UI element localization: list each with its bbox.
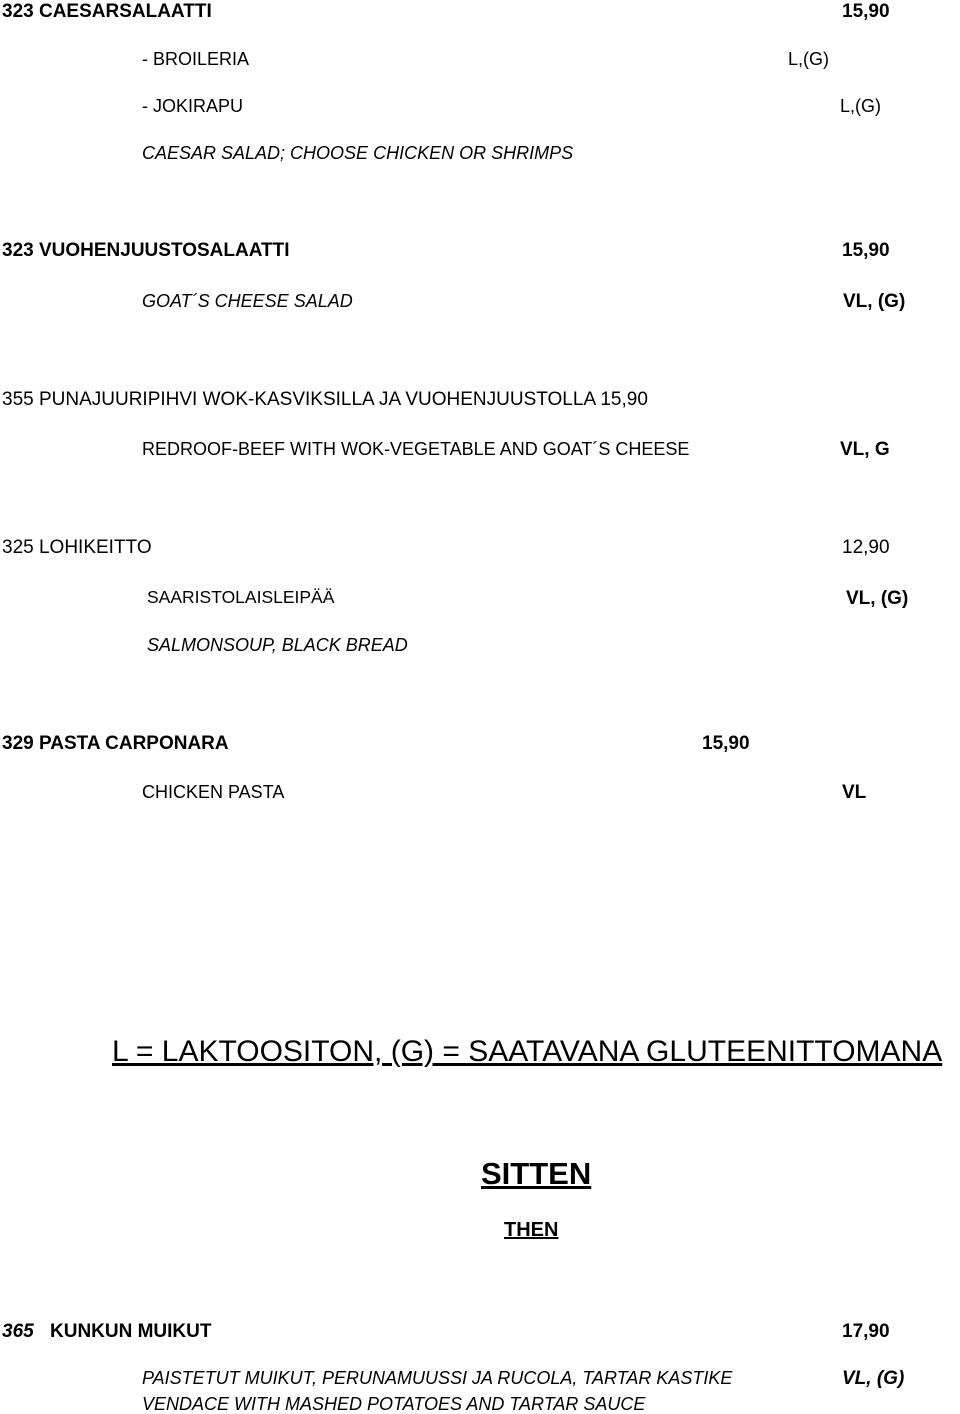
item-diet: VL, (G) [846, 588, 909, 609]
item-english: VENDACE WITH MASHED POTATOES AND TARTAR SAUCE [142, 1394, 646, 1414]
item-english: SALMONSOUP, BLACK BREAD [147, 635, 408, 655]
section-title: SITTEN [481, 1156, 592, 1191]
item-diet: VL, (G) [843, 291, 906, 312]
item-price: 17,90 [842, 1321, 890, 1342]
item-finnish: PAISTETUT MUIKUT, PERUNAMUUSSI JA RUCOLA, TARTAR KASTIKE [142, 1368, 733, 1388]
item-number: 365 [2, 1321, 34, 1342]
item-english: REDROOF-BEEF WITH WOK-VEGETABLE AND GOAT´S CHEESE [142, 439, 690, 459]
item-title: 355 PUNAJUURIPIHVI WOK-KASVIKSILLA JA VUOHENJUUSTOLLA 15,90 [2, 389, 648, 410]
item-option: - BROILERIA [142, 49, 250, 69]
item-price: 12,90 [842, 537, 890, 558]
diet-legend: L = LAKTOOSITON, (G) = SAATAVANA GLUTEENITTOMANA [112, 1035, 943, 1068]
item-diet: L,(G) [840, 96, 882, 116]
section-subtitle: THEN [504, 1219, 559, 1241]
item-option: SAARISTOLAISLEIPÄÄ [147, 587, 335, 607]
item-option: - JOKIRAPU [142, 96, 244, 116]
item-diet: VL, G [840, 439, 890, 460]
item-title: 323 CAESARSALAATTI [2, 1, 212, 22]
item-price: 15,90 [842, 240, 890, 261]
item-title: 325 LOHIKEITTO [2, 537, 152, 558]
item-price: 15,90 [842, 1, 890, 22]
item-diet: VL, (G) [842, 1368, 905, 1389]
item-title: 329 PASTA CARPONARA [2, 733, 229, 754]
item-diet: L,(G) [788, 49, 830, 69]
item-diet: VL [842, 782, 867, 803]
item-english: GOAT´S CHEESE SALAD [142, 291, 353, 311]
item-title: KUNKUN MUIKUT [50, 1321, 212, 1342]
item-price: 15,90 [702, 733, 750, 754]
item-english: CAESAR SALAD; CHOOSE CHICKEN OR SHRIMPS [142, 143, 574, 163]
item-title: 323 VUOHENJUUSTOSALAATTI [2, 240, 290, 261]
item-english: CHICKEN PASTA [142, 782, 285, 802]
